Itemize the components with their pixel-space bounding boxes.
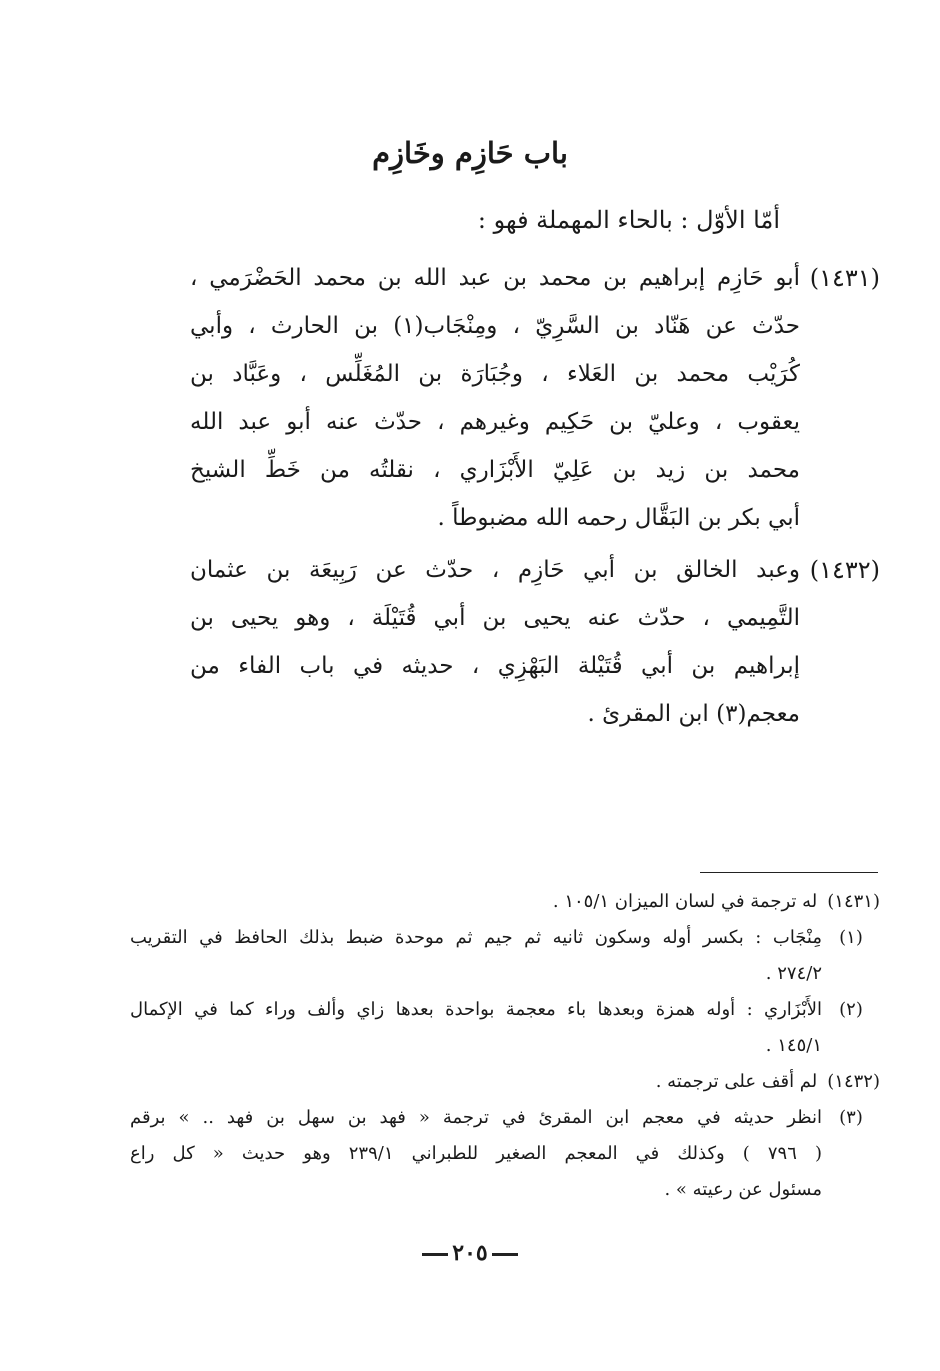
entry-line: أبو حَازِم إبراهيم بن محمد بن عبد الله بن محمد الحَضْرَمي ، [190,265,800,291]
footnote-label: (١) [839,927,863,948]
section-intro: أمّا الأوّل : بالحاء المهملة فهو : [477,206,780,234]
entry-1431 [190,254,880,542]
entry-line: يعقوب ، وعليّ بن حَكِيم وغيرهم ، حدّث عنه أبو عبد الله [190,409,800,435]
entry-text [190,254,800,542]
footnote-1 [130,920,880,992]
page-number-dash [492,1253,518,1256]
footnote-line: مِنْجَاب : بكسر أوله وسكون ثانيه ثم جيم ثم موحدة ضبط بذلك الحافظ في التقريب [130,927,822,948]
footnote-line: ( ٧٩٦ ) وكذلك في المعجم الصغير للطبراني ٢٣٩/١ وهو حديث « كل راع [130,1143,822,1164]
footnote-line: ١٤٥/١ . [765,1035,822,1056]
footnote-label: (٢) [839,999,863,1020]
footnote-3 [130,1100,880,1208]
entry-line: كُرَيْب محمد بن العَلاء ، وجُبَارَة بن المُغَلِّس ، وعَبَّاد بن [190,361,800,387]
entry-line: حدّث عن هَنّاد بن السَّرِيّ ، ومِنْجَاب(١) بن الحارث ، وأبي [190,313,800,339]
page-number-dash [422,1253,448,1256]
footnote-label: (٣) [839,1107,863,1128]
entry-line: معجم(٣) ابن المقرئ . [587,701,800,727]
entry-number: (١٤٣٢) [809,556,880,584]
footnote-label: (١٤٣١) [827,891,880,912]
footnote-1431 [130,884,880,920]
entry-number: (١٤٣١) [809,264,880,292]
entry-line: وعبد الخالق بن أبي حَازِم ، حدّث عن رَبِيعَة بن عثمان [190,557,800,583]
entry-line: أبي بكر بن البَقَّال رحمه الله مضبوطاً . [437,505,800,531]
footnote-line: الأَبْزَاري : أوله همزة وبعدها باء معجمة بواحدة بعدها زاي وألف وراء كما في الإكمال [130,999,822,1020]
entry-line: التَّمِيمي ، حدّث عنه يحيى بن أبي قُتَيْلَة ، وهو يحيى بن [190,605,800,631]
footnote-1432 [130,1064,880,1100]
page-number-value: ٢٠٥ [452,1240,488,1266]
footnotes [130,884,880,1208]
entry-text [190,546,800,738]
footnote-line: انظر حديثه في معجم ابن المقرئ في ترجمة « فهد بن سهل بن فهد .. » برقم [130,1107,822,1128]
chapter-title: باب حَازِم وخَازِم [372,136,568,170]
entry-line: محمد بن زيد بن عَلِيّ الأَبْزَاري ، نقلتُه من خَطِّ الشيخ [190,457,800,483]
footnote-line: ٢٧٤/٢ . [765,963,822,984]
footnote-label: (١٤٣٢) [827,1071,880,1092]
entry-line: إبراهيم بن أبي قُتَيْلة البَهْزِي ، حديثه في باب الفاء من [190,653,800,679]
footnote-line: له ترجمة في لسان الميزان ١٠٥/١ . [552,891,818,912]
footnote-2 [130,992,880,1064]
page-number [0,1240,940,1266]
footnote-line: لم أقف على ترجمته . [655,1071,818,1092]
entry-1432 [190,546,880,738]
footnote-line: مسئول عن رعيته » . [664,1179,822,1200]
footnote-divider [700,872,878,873]
